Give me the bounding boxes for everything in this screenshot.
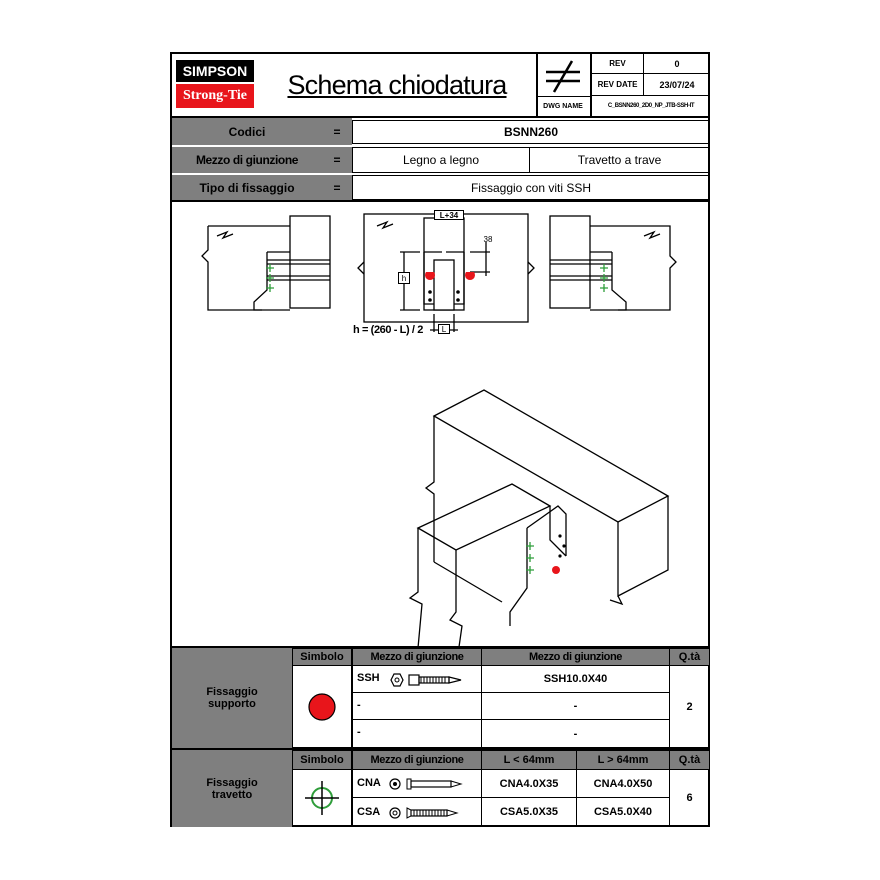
support-row-label: [172, 648, 292, 748]
support-row-ssh: [352, 665, 482, 693]
cna-nail-icon: [387, 776, 477, 794]
codici-label: Codici: [228, 125, 266, 139]
mezzo-eq: =: [333, 153, 341, 167]
support-row-2: [352, 692, 482, 720]
rev-value: 0: [644, 54, 710, 74]
joist-cna-short: CNA4.0X35: [481, 769, 577, 798]
drawing-sheet: [170, 52, 710, 827]
joist-symbol-cell: [292, 769, 352, 827]
ssh-name: SSH: [357, 672, 380, 684]
crosshair-symbol-icon: [302, 778, 342, 818]
mezzo-value-a: Legno a legno: [352, 147, 530, 173]
joist-col-fastener: Mezzo di giunzione: [352, 750, 482, 770]
dwg-name-value: C_BSNN260_2D0_NP_JTB-SSH-IT: [607, 103, 695, 109]
support-qty: 2: [669, 665, 710, 748]
rev-date-value: 23/07/24: [644, 74, 710, 96]
joist-csa-long: CSA5.0X40: [576, 797, 670, 827]
joist-row-csa: [352, 797, 482, 827]
red-dot-symbol-icon: [306, 691, 338, 723]
support-row-3: [352, 719, 482, 748]
joist-qty: 6: [669, 769, 710, 827]
dim-l34: L+34: [434, 210, 464, 220]
logo-strongtie: Strong-Tie: [176, 84, 254, 108]
mezzo-value-b: Travetto a trave: [529, 147, 710, 173]
center-elevation-view: [358, 214, 534, 332]
joist-row-label: [172, 750, 292, 827]
technical-drawing: [172, 202, 708, 648]
support-col-qty: Q.tà: [669, 648, 710, 666]
joist-col-long: L > 64mm: [576, 750, 670, 770]
joist-row-label-text: Fissaggio travetto: [206, 776, 258, 801]
left-elevation-view: [202, 216, 330, 310]
joist-row-cna: [352, 769, 482, 798]
support-col-symbol: Simbolo: [292, 648, 352, 666]
support-row-3-name: -: [357, 726, 361, 738]
joist-col-qty: Q.tà: [669, 750, 710, 770]
formula: h = (260 - L) / 2: [353, 324, 423, 336]
support-col-fastener: Mezzo di giunzione: [352, 648, 482, 666]
tipo-eq: =: [333, 180, 341, 195]
joist-col-symbol: Simbolo: [292, 750, 352, 770]
dim-h: h: [398, 272, 410, 284]
csa-screw-icon: [387, 805, 477, 823]
rev-label: REV: [592, 54, 644, 74]
dim-l: L: [438, 324, 450, 334]
logo-simpson: SIMPSON: [176, 60, 254, 82]
support-product-ssh: SSH10.0X40: [481, 665, 670, 693]
support-col-fastener2: Mezzo di giunzione: [481, 648, 670, 666]
csa-name: CSA: [357, 806, 381, 818]
support-symbol-cell: [292, 665, 352, 748]
mezzo-label: Mezzo di giunzione: [195, 153, 299, 167]
dwg-label: DWG NAME: [536, 96, 590, 116]
ssh-screw-icon: [389, 671, 469, 689]
right-elevation-view: [550, 216, 676, 310]
joist-csa-short: CSA5.0X35: [481, 797, 577, 827]
dim-38: 38: [483, 234, 493, 244]
codici-value: BSNN260: [352, 120, 710, 144]
simpson-logo: [176, 60, 254, 110]
support-row-label-text: Fissaggio supporto: [206, 686, 258, 710]
joist-cna-long: CNA4.0X50: [576, 769, 670, 798]
joist-col-short: L < 64mm: [481, 750, 577, 770]
page-title: Schema chiodatura: [287, 69, 507, 100]
codici-eq: =: [333, 125, 341, 139]
isometric-view: [410, 390, 668, 648]
tipo-value: Fissaggio con viti SSH: [352, 175, 710, 200]
support-row-2-name: -: [357, 699, 361, 711]
support-product-3: -: [481, 719, 670, 748]
revision-symbol-icon: [538, 56, 588, 96]
support-product-2: -: [481, 692, 670, 720]
cna-name: CNA: [357, 777, 381, 789]
tipo-label: Tipo di fissaggio: [199, 180, 295, 195]
rev-date-label: REV DATE: [592, 74, 644, 96]
